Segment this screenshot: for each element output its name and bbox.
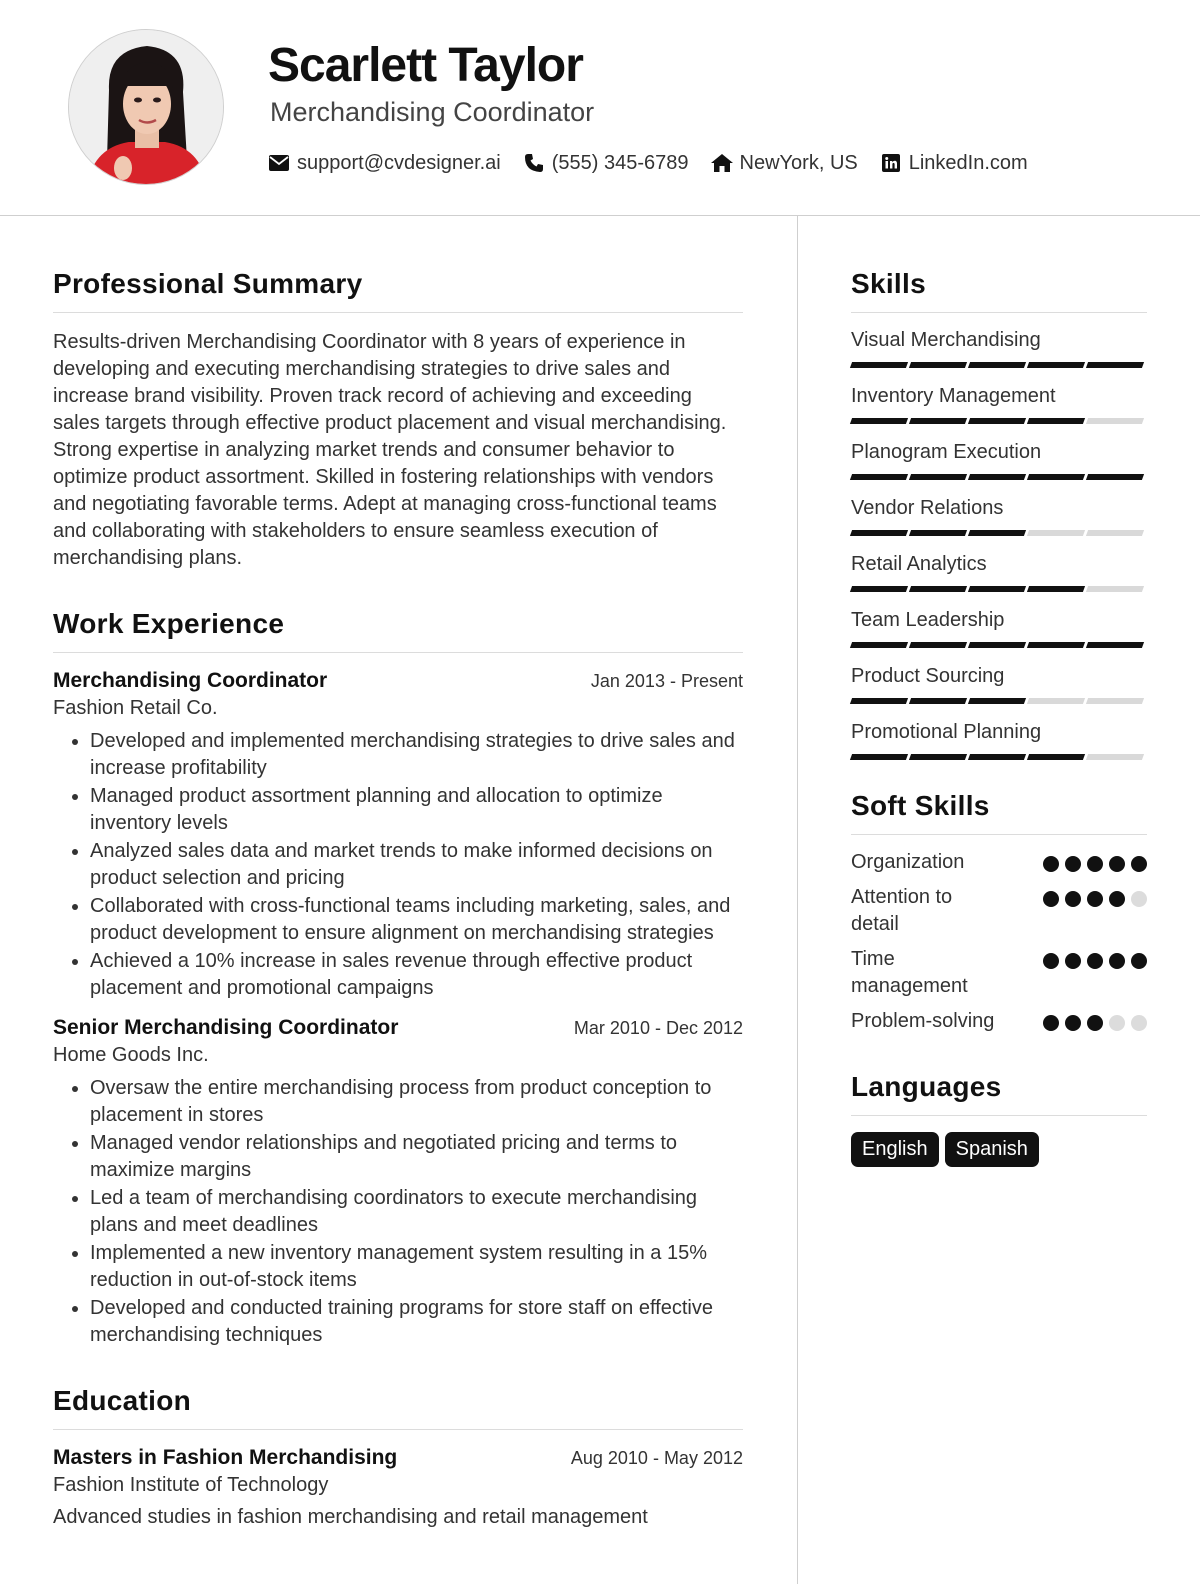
summary-heading: Professional Summary bbox=[53, 268, 743, 313]
contact-email-text: support@cvdesigner.ai bbox=[297, 151, 501, 174]
rating-dot bbox=[1087, 891, 1103, 907]
skill-level-segment bbox=[968, 474, 1026, 480]
skill-level-segment bbox=[909, 418, 967, 424]
skill-level-segment bbox=[1086, 754, 1144, 760]
home-icon bbox=[711, 152, 733, 174]
job-bullet: • Managed product assortment planning and allocation to optimize inventory levels bbox=[90, 783, 743, 837]
skill-level-segment bbox=[909, 530, 967, 536]
summary-section bbox=[53, 268, 743, 572]
skill-name: Vendor Relations bbox=[851, 497, 1004, 519]
rating-dot bbox=[1109, 891, 1125, 907]
rating-dot bbox=[1065, 856, 1081, 872]
experience-heading: Work Experience bbox=[53, 608, 743, 653]
skill-level-bar bbox=[851, 642, 1147, 650]
sidebar-column bbox=[851, 216, 1147, 1167]
soft-skill-name: Attention to detail bbox=[851, 886, 953, 935]
skill-level-segment bbox=[968, 362, 1026, 368]
skill-level-bar bbox=[851, 362, 1147, 370]
skill-level-segment bbox=[909, 642, 967, 648]
skill-item bbox=[851, 663, 1147, 706]
rating-dot bbox=[1131, 856, 1147, 872]
skill-level-segment bbox=[909, 754, 967, 760]
job-company: Home Goods Inc. bbox=[53, 1044, 209, 1066]
languages-list bbox=[851, 1132, 1147, 1167]
education-entry bbox=[53, 1446, 743, 1529]
skill-name: Promotional Planning bbox=[851, 721, 1042, 743]
main-column bbox=[53, 216, 743, 1529]
resume-header bbox=[0, 0, 1200, 216]
skill-level-segment bbox=[850, 362, 908, 368]
job-role: Merchandising Coordinator bbox=[53, 669, 328, 692]
education-description: Advanced studies in fashion merchandising and retail management bbox=[53, 1506, 648, 1528]
skill-item bbox=[851, 439, 1147, 482]
rating-dot bbox=[1065, 953, 1081, 969]
skill-level-segment bbox=[1086, 418, 1144, 424]
soft-skill-item bbox=[851, 946, 1147, 1000]
profile-photo bbox=[68, 29, 224, 185]
skill-name: Product Sourcing bbox=[851, 665, 1005, 687]
job-role: Senior Merchandising Coordinator bbox=[53, 1016, 399, 1039]
job-entry bbox=[53, 669, 743, 1002]
skill-name: Visual Merchandising bbox=[851, 329, 1041, 351]
rating-dot bbox=[1109, 856, 1125, 872]
job-date: Mar 2010 - Dec 2012 bbox=[573, 1018, 743, 1038]
skill-level-segment bbox=[850, 642, 908, 648]
skill-level-segment bbox=[1027, 698, 1085, 704]
skill-level-segment bbox=[1086, 530, 1144, 536]
skill-item bbox=[851, 551, 1147, 594]
skill-level-bar bbox=[851, 754, 1147, 762]
rating-dot bbox=[1087, 953, 1103, 969]
skill-level-bar bbox=[851, 586, 1147, 594]
job-date: Jan 2013 - Present bbox=[590, 671, 743, 691]
skills-section bbox=[851, 268, 1147, 762]
envelope-icon bbox=[268, 152, 290, 174]
candidate-title: Merchandising Coordinator bbox=[270, 97, 595, 127]
skill-item bbox=[851, 495, 1147, 538]
skill-level-segment bbox=[909, 362, 967, 368]
contact-phone-text: (555) 345-6789 bbox=[551, 151, 689, 174]
skill-level-segment bbox=[1027, 362, 1085, 368]
profile-photo-illustration bbox=[69, 30, 224, 185]
skill-item bbox=[851, 327, 1147, 370]
skill-name: Retail Analytics bbox=[851, 553, 987, 575]
skill-name: Planogram Execution bbox=[851, 441, 1042, 463]
skill-level-bar bbox=[851, 530, 1147, 538]
job-bullet: • Analyzed sales data and market trends to make informed decisions on product selection and pricing bbox=[90, 838, 743, 892]
skill-item bbox=[851, 719, 1147, 762]
summary-text: Results-driven Merchandising Coordinator with 8 years of experience in developing and executing merchandising strategies to drive sales and increase brand visibility. Proven track record of achieving and exceeding sales targets through effective product placement and visual merchandising. Strong expertise in analyzing market trends and consumer behavior to optimize product assortment. Skilled in fostering relationships with vendors and negotiating favorable terms. Adept at managing cross-functional teams and collaborating with stakeholders to ensure seamless execution of merchandising plans. bbox=[53, 331, 727, 569]
column-divider bbox=[797, 216, 798, 1584]
skill-level-segment bbox=[850, 474, 908, 480]
rating-dot bbox=[1109, 953, 1125, 969]
linkedin-icon bbox=[880, 152, 902, 174]
skill-level-segment bbox=[1086, 642, 1144, 648]
soft-skill-rating bbox=[1037, 953, 1147, 969]
skill-level-segment bbox=[909, 698, 967, 704]
contact-linkedin[interactable] bbox=[880, 152, 1028, 175]
skill-level-segment bbox=[850, 754, 908, 760]
skill-name: Inventory Management bbox=[851, 385, 1056, 407]
soft-skill-rating bbox=[1037, 856, 1147, 872]
job-bullet: • Achieved a 10% increase in sales revenue through effective product placement and promotional campaigns bbox=[90, 948, 743, 1002]
skill-level-segment bbox=[1027, 530, 1085, 536]
skills-list bbox=[851, 327, 1147, 762]
rating-dot bbox=[1043, 953, 1059, 969]
rating-dot bbox=[1087, 856, 1103, 872]
rating-dot bbox=[1043, 856, 1059, 872]
education-degree: Masters in Fashion Merchandising bbox=[53, 1446, 398, 1469]
skill-level-bar bbox=[851, 474, 1147, 482]
skill-level-segment bbox=[1027, 754, 1085, 760]
rating-dot bbox=[1109, 1015, 1125, 1031]
skill-level-segment bbox=[1027, 642, 1085, 648]
rating-dot bbox=[1043, 1015, 1059, 1031]
skill-level-segment bbox=[968, 698, 1026, 704]
contact-location bbox=[711, 152, 858, 175]
rating-dot bbox=[1087, 1015, 1103, 1031]
candidate-name: Scarlett Taylor bbox=[268, 39, 583, 92]
languages-section bbox=[851, 1071, 1147, 1167]
skill-level-segment bbox=[850, 418, 908, 424]
skill-level-bar bbox=[851, 418, 1147, 426]
job-bullet: • Oversaw the entire merchandising process from product conception to placement in stores bbox=[90, 1075, 743, 1129]
skill-level-segment bbox=[850, 698, 908, 704]
rating-dot bbox=[1131, 891, 1147, 907]
contact-phone[interactable] bbox=[523, 152, 689, 175]
skill-level-segment bbox=[968, 418, 1026, 424]
rating-dot bbox=[1065, 1015, 1081, 1031]
languages-heading: Languages bbox=[851, 1071, 1147, 1116]
skill-level-segment bbox=[1086, 698, 1144, 704]
job-bullets bbox=[53, 728, 743, 1002]
skill-item bbox=[851, 383, 1147, 426]
contact-location-text: NewYork, US bbox=[739, 151, 858, 174]
skill-level-segment bbox=[909, 474, 967, 480]
skill-level-bar bbox=[851, 698, 1147, 706]
rating-dot bbox=[1131, 953, 1147, 969]
language-tag: English bbox=[851, 1132, 939, 1167]
soft-skills-heading: Soft Skills bbox=[851, 790, 1147, 835]
contact-email[interactable] bbox=[268, 152, 501, 175]
skill-level-segment bbox=[850, 530, 908, 536]
soft-skill-name: Time management bbox=[851, 948, 968, 997]
job-bullet: • Developed and implemented merchandising strategies to drive sales and increase profitability bbox=[90, 728, 743, 782]
rating-dot bbox=[1065, 891, 1081, 907]
education-date: Aug 2010 - May 2012 bbox=[570, 1448, 743, 1468]
rating-dot bbox=[1131, 1015, 1147, 1031]
soft-skill-rating bbox=[1037, 1015, 1147, 1031]
soft-skills-section bbox=[851, 790, 1147, 1035]
soft-skill-name: Organization bbox=[851, 851, 965, 873]
job-entry bbox=[53, 1016, 743, 1349]
contact-list bbox=[268, 148, 1050, 178]
soft-skill-item bbox=[851, 849, 1147, 876]
skill-level-segment bbox=[968, 754, 1026, 760]
soft-skill-name: Problem-solving bbox=[851, 1010, 995, 1032]
job-bullets bbox=[53, 1075, 743, 1349]
skill-level-segment bbox=[968, 530, 1026, 536]
skill-level-segment bbox=[1027, 586, 1085, 592]
experience-section bbox=[53, 608, 743, 1349]
job-bullet: • Developed and conducted training programs for store staff on effective merchandising techniques bbox=[90, 1295, 743, 1349]
skill-level-segment bbox=[850, 586, 908, 592]
soft-skill-item bbox=[851, 884, 1147, 938]
soft-skills-list bbox=[851, 849, 1147, 1035]
phone-icon bbox=[523, 152, 545, 174]
skill-level-segment bbox=[1027, 418, 1085, 424]
language-tag: Spanish bbox=[945, 1132, 1039, 1167]
soft-skill-rating bbox=[1037, 891, 1147, 907]
education-heading: Education bbox=[53, 1385, 743, 1430]
skill-level-segment bbox=[1027, 474, 1085, 480]
skill-level-segment bbox=[1086, 362, 1144, 368]
skill-level-segment bbox=[909, 586, 967, 592]
job-bullet: • Implemented a new inventory management system resulting in a 15% reduction in out-of-stock items bbox=[90, 1240, 743, 1294]
skill-name: Team Leadership bbox=[851, 609, 1005, 631]
rating-dot bbox=[1043, 891, 1059, 907]
job-company: Fashion Retail Co. bbox=[53, 697, 218, 719]
job-bullet: • Collaborated with cross-functional teams including marketing, sales, and product development to ensure alignment on merchandising strategies bbox=[90, 893, 743, 947]
education-school: Fashion Institute of Technology bbox=[53, 1474, 329, 1496]
soft-skill-item bbox=[851, 1008, 1147, 1035]
skill-level-segment bbox=[1086, 474, 1144, 480]
skill-item bbox=[851, 607, 1147, 650]
job-bullet: • Managed vendor relationships and negotiated pricing and terms to maximize margins bbox=[90, 1130, 743, 1184]
skill-level-segment bbox=[1086, 586, 1144, 592]
skill-level-segment bbox=[968, 642, 1026, 648]
education-section bbox=[53, 1385, 743, 1529]
job-bullet: • Led a team of merchandising coordinators to execute merchandising plans and meet deadlines bbox=[90, 1185, 743, 1239]
contact-linkedin-text: LinkedIn.com bbox=[908, 151, 1028, 174]
skill-level-segment bbox=[968, 586, 1026, 592]
skills-heading: Skills bbox=[851, 268, 1147, 313]
